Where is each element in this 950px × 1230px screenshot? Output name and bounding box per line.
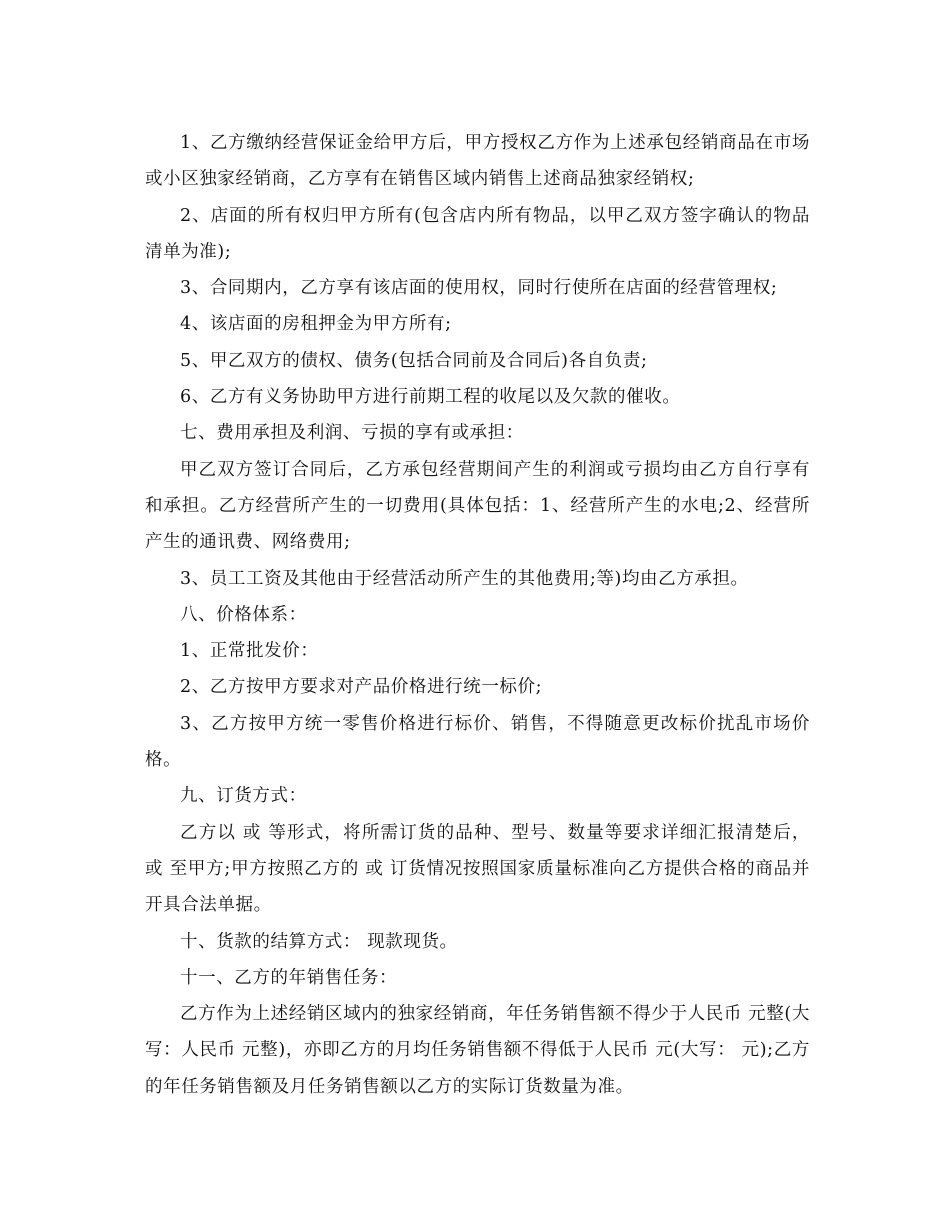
clause-6-5-debts: 5、甲乙双方的债权、债务(包括合同前及合同后)各自负责;: [180, 350, 648, 371]
clause-9-body: 乙方以 或 等形式，将所需订货的品种、型号、数量等要求详细汇报清楚后， 或 至甲方;甲方按照乙方的 或 订货情况按照国家质量标准向乙方提供合格的商品并开具合法单据。: [145, 822, 810, 916]
clause-6-6-collection: 6、乙方有义务协助甲方进行前期工程的收尾以及欠款的催收。: [180, 387, 681, 408]
clause-8-1: 1、正常批发价：: [180, 641, 319, 662]
clause-7-3: 3、员工工资及其他由于经营活动所产生的其他费用;等)均由乙方承担。: [180, 568, 749, 589]
clause-8-2: 2、乙方按甲方要求对产品价格进行统一标价;: [180, 677, 543, 698]
clause-6-3-usage-right: 3、合同期内，乙方享有该店面的使用权，同时行使所在店面的经营管理权;: [180, 278, 778, 299]
section-heading-7: 七、费用承担及利润、亏损的享有或承担：: [180, 423, 524, 444]
section-heading-8: 八、价格体系：: [180, 604, 307, 625]
section-heading-11: 十一、乙方的年销售任务：: [180, 967, 398, 988]
section-heading-10: 十、货款的结算方式： 现款现货。: [180, 931, 458, 952]
clause-6-4-rent-deposit: 4、该店面的房租押金为甲方所有;: [180, 314, 452, 335]
clause-11-body: 乙方作为上述经销区域内的独家经销商，年任务销售额不得少于人民币 元整(大写：人民币 元整)，亦即乙方的月均任务销售额不得低于人民币 元(大写： 元);乙方的年任务销售额及月任务销售额以乙方的实际订货数量为准。: [145, 1004, 810, 1097]
clause-7-body: 甲乙双方签订合同后，乙方承包经营期间产生的利润或亏损均由乙方自行享有和承担。乙方经营所产生的一切费用(具体包括：1、经营所产生的水电;2、经营所产生的通讯费、网络费用;: [145, 459, 810, 553]
section-heading-9: 九、订货方式：: [180, 786, 307, 807]
clause-6-1-exclusive-dealer: 1、乙方缴纳经营保证金给甲方后，甲方授权乙方作为上述承包经销商品在市场或小区独家经销商，乙方享有在销售区域内销售上述商品独家经销权;: [145, 133, 810, 190]
clause-8-3: 3、乙方按甲方统一零售价格进行标价、销售，不得随意更改标价扰乱市场价格。: [145, 713, 810, 771]
clause-6-2-store-ownership: 2、店面的所有权归甲方所有(包含店内所有物品，以甲乙双方签字确认的物品清单为准);: [145, 205, 810, 262]
document-body: [145, 125, 810, 1105]
